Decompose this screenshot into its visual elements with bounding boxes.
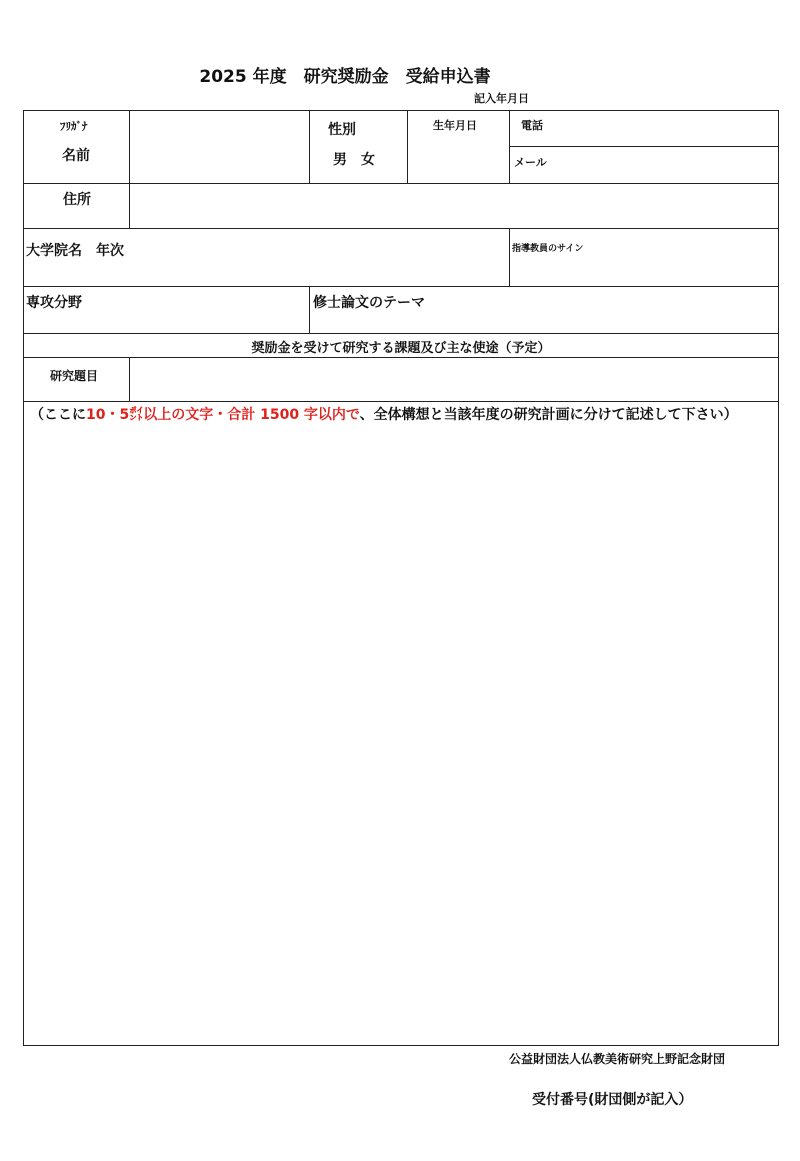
divider-row4: [23, 333, 779, 334]
birthdate-label: 生年月日: [433, 119, 477, 132]
phone-field[interactable]: [555, 113, 777, 144]
form-title: 2025 年度 研究奨励金 受給申込書: [199, 67, 491, 87]
section-heading: 奨励金を受けて研究する課題及び主な使途（予定）: [251, 341, 551, 356]
vdiv-topic: [129, 357, 130, 401]
instructions-highlight: 10・5㌽以上の文字・合計 1500 字以内で: [86, 407, 360, 423]
field-of-study-label: 専攻分野: [26, 295, 82, 311]
furigana-label: ﾌﾘｶﾞﾅ: [60, 120, 88, 133]
vdiv-advisor: [509, 228, 510, 286]
organization-name: 公益財団法人仏教美術研究上野記念財団: [509, 1052, 726, 1066]
vdiv-gender: [407, 110, 408, 183]
gender-label: 性別: [328, 122, 356, 138]
vdiv-address: [129, 183, 130, 228]
research-topic-label: 研究題目: [50, 369, 99, 383]
advisor-sign-field[interactable]: [512, 256, 777, 284]
instructions-suffix: 、全体構想と当該年度の研究計画に分けて記述して下さい）: [359, 407, 738, 423]
instructions: [30, 404, 738, 424]
address-label: 住所: [63, 192, 91, 208]
name-field[interactable]: [132, 113, 306, 180]
research-topic-field[interactable]: [132, 360, 777, 399]
divider-row3: [23, 286, 779, 287]
advisor-sign-label: 指導教員のサイン: [512, 244, 584, 254]
instructions-prefix: （ここに: [30, 407, 86, 423]
email-label: メール: [514, 156, 547, 169]
field-of-study-field[interactable]: [26, 312, 306, 331]
divider-row2: [23, 228, 779, 229]
name-label: 名前: [62, 148, 90, 164]
divider-row5: [23, 401, 779, 402]
birthdate-field[interactable]: [410, 135, 506, 180]
vdiv-name-label: [129, 110, 130, 183]
phone-label: 電話: [521, 119, 543, 132]
receipt-number-label: 受付番号(財団側が記入）: [532, 1092, 693, 1108]
school-year-label: 大学院名 年次: [26, 243, 124, 259]
vdiv-name-value: [309, 110, 310, 183]
gender-options[interactable]: 男 女: [333, 152, 375, 168]
address-field[interactable]: [132, 186, 777, 226]
vdiv-thesis: [309, 286, 310, 333]
thesis-theme-label: 修士論文のテーマ: [313, 295, 425, 311]
vdiv-birthdate: [509, 110, 510, 183]
school-year-field[interactable]: [26, 262, 506, 284]
divider-section: [23, 357, 779, 358]
divider-phone-email: [509, 146, 779, 147]
research-plan-textarea[interactable]: [26, 426, 777, 1044]
thesis-theme-field[interactable]: [313, 312, 777, 331]
email-field[interactable]: [555, 149, 777, 180]
divider-row1: [23, 183, 779, 184]
date-note: 記入年月日: [474, 92, 529, 105]
